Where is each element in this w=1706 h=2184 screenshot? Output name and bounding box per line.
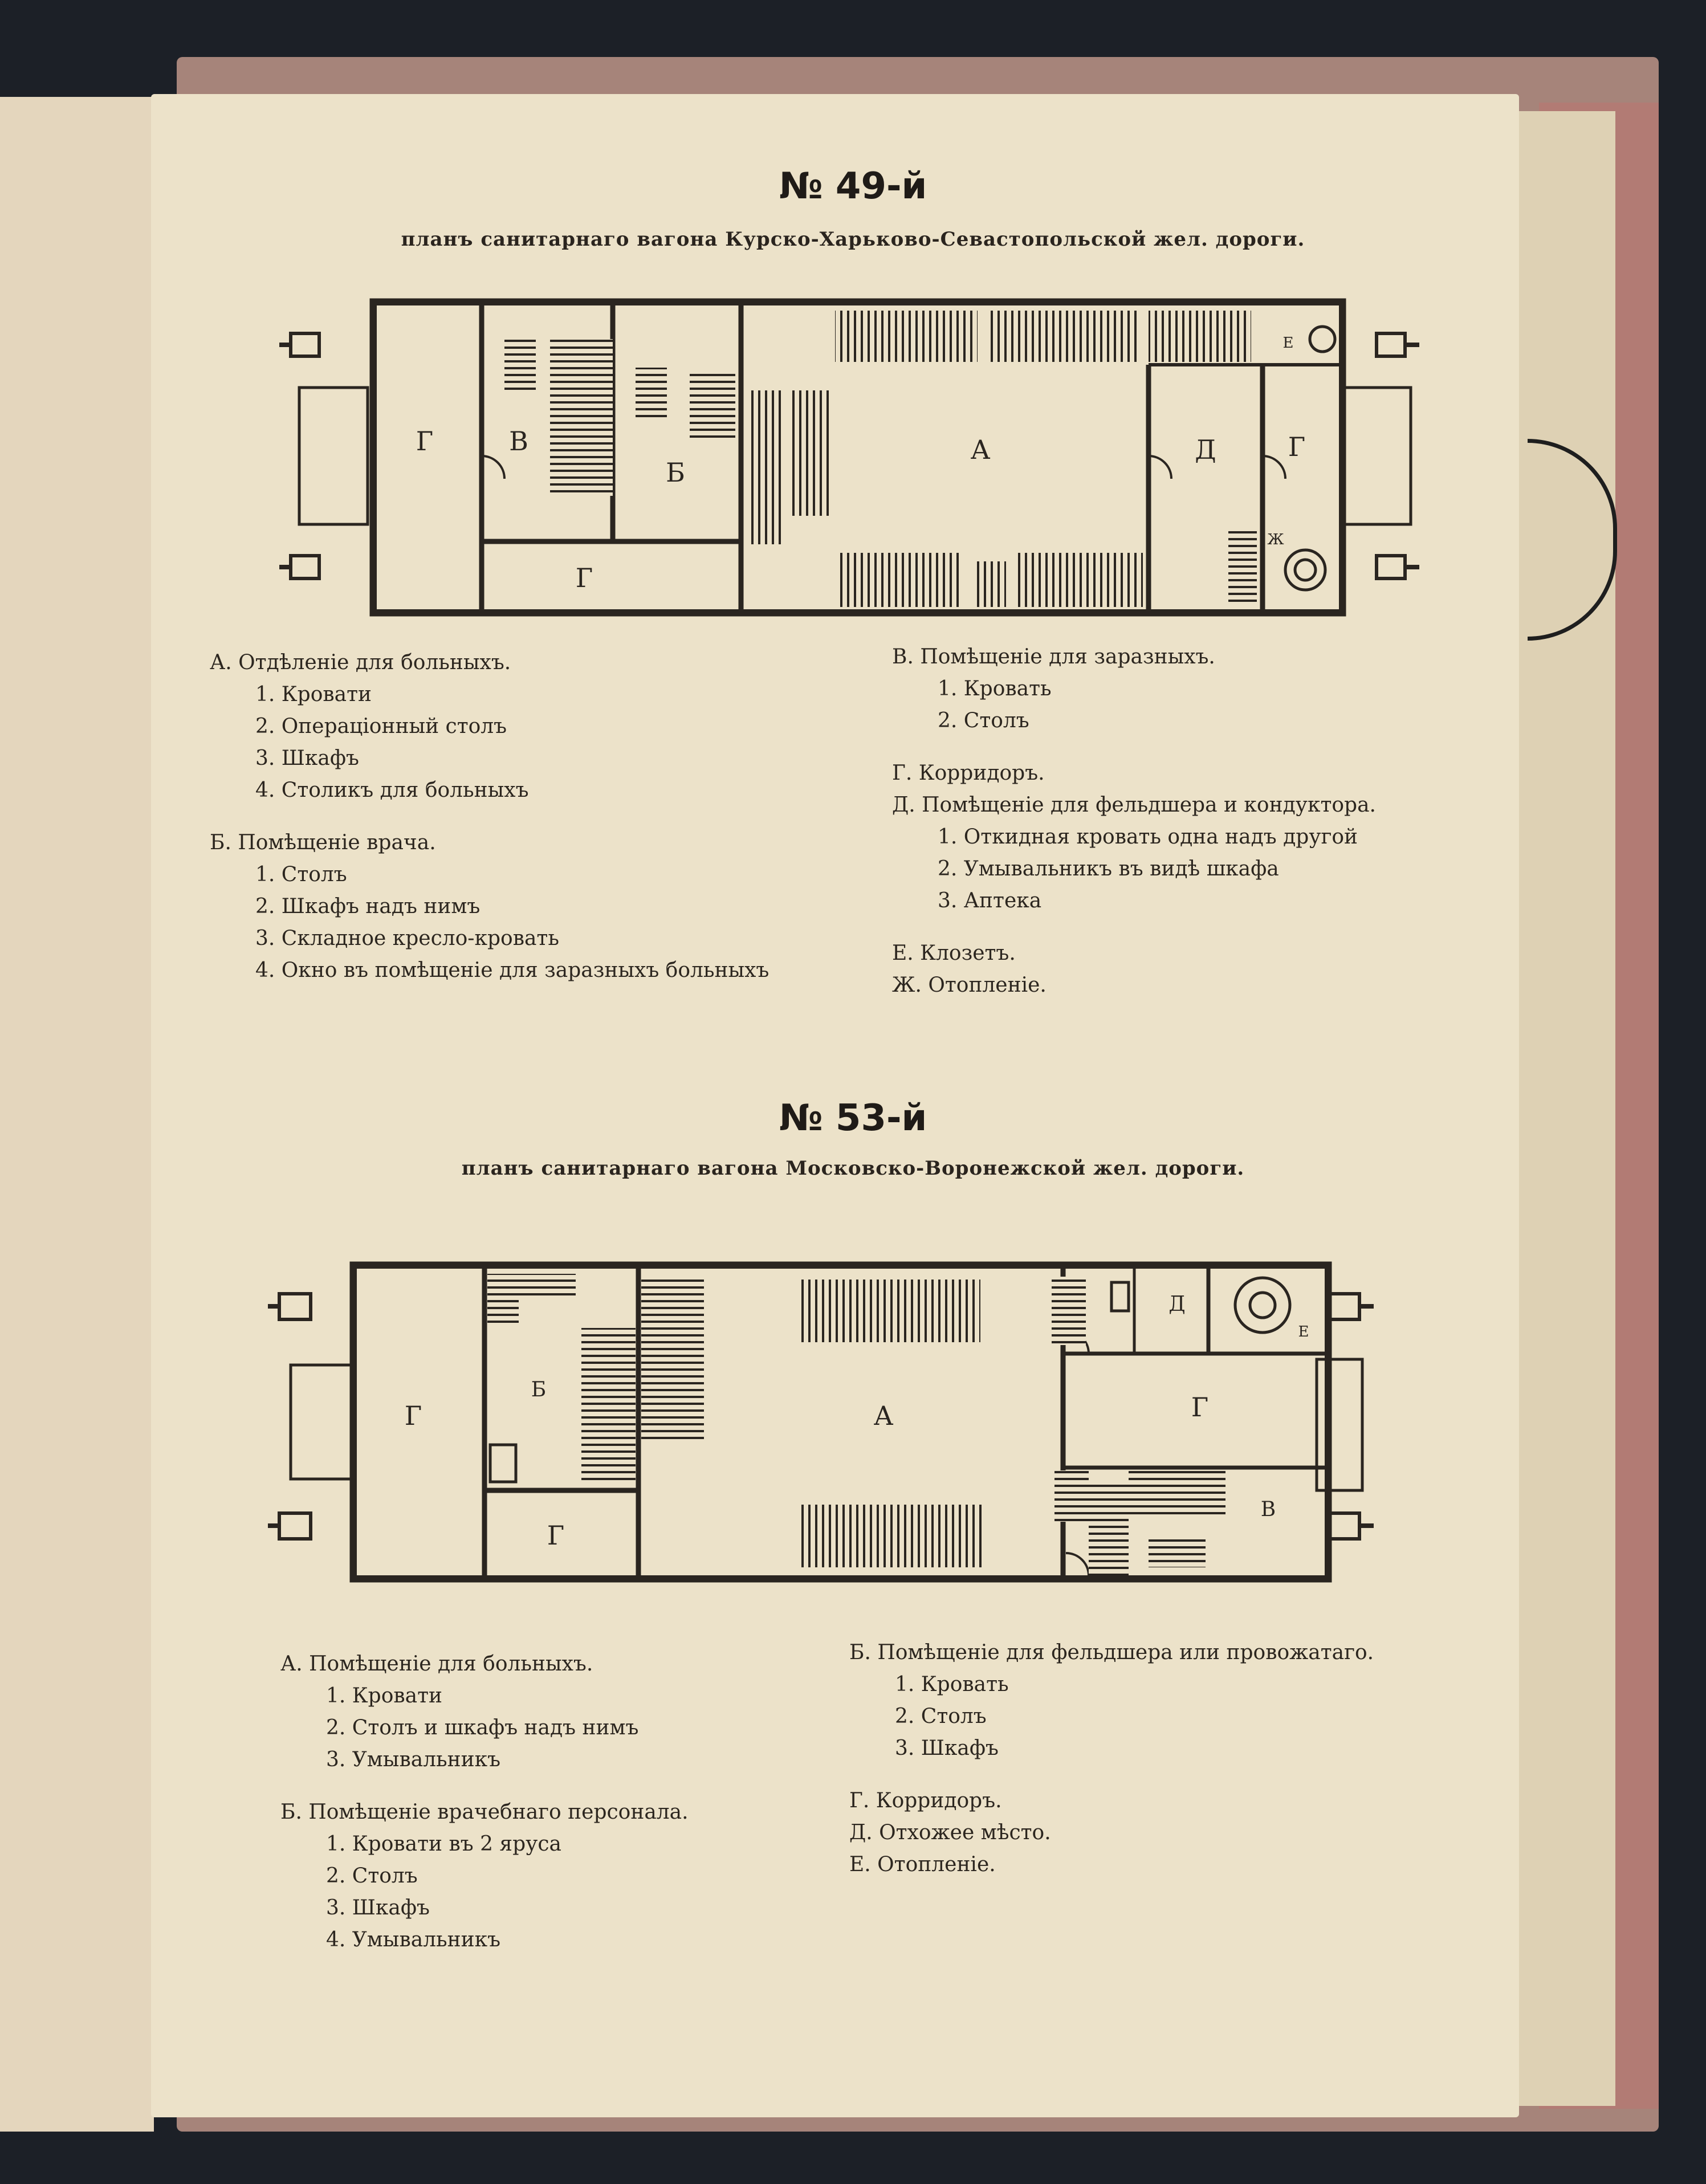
plan49-room-label: В: [509, 426, 528, 457]
plan53-room-label: Е: [1298, 1323, 1309, 1340]
legend-line: 1. Кровати: [326, 1684, 443, 1708]
plan53-heading: № 53-й: [779, 1097, 927, 1139]
plan49-room-label: Е: [1282, 335, 1294, 352]
legend-line: 2. Шкафъ надъ нимъ: [255, 895, 481, 918]
legend-line: [210, 806, 769, 827]
legend-line: 2. Столъ и шкафъ надъ нимъ: [326, 1716, 639, 1739]
plan49-subtitle: планъ санитарнаго вагона Курско-Харьково-Севастопольской жел. дороги.: [401, 228, 1305, 251]
plan49-room-label: Б: [666, 457, 685, 488]
legend-line: 1. Кровать: [895, 1673, 1009, 1696]
plan53-room-label: А: [873, 1400, 894, 1431]
legend-line: 4. Столикъ для больныхъ: [255, 779, 529, 802]
plan53-subtitle: планъ санитарнаго вагона Московско-Воронежской жел. дороги.: [461, 1157, 1245, 1180]
legend-line: 2. Столъ: [938, 709, 1029, 732]
plan53-room-label: Д: [1168, 1293, 1186, 1316]
legend-line: [849, 1765, 1374, 1785]
legend-line: 4. Умывальникъ: [326, 1928, 501, 1951]
legend-line: В. Помѣщеніе для заразныхъ.: [892, 645, 1215, 669]
legend-line: 1. Кровать: [938, 677, 1052, 700]
legend-line: 1. Кровати: [255, 683, 372, 706]
legend-line: 3. Шкафъ: [326, 1896, 430, 1920]
legend-line: Д. Отхожее мѣсто.: [849, 1821, 1051, 1844]
legend-line: 1. Кровати въ 2 яруса: [326, 1832, 561, 1856]
plan53-room-label: Б: [531, 1378, 547, 1401]
legend-line: А. Отдѣленіе для больныхъ.: [210, 651, 511, 674]
legend-line: [280, 1776, 689, 1796]
plan53-legend-left: [280, 1648, 689, 1956]
plan49-room-label: Г: [416, 426, 434, 457]
legend-line: 4. Окно въ помѣщеніе для заразныхъ больныхъ: [255, 959, 769, 982]
legend-line: Б. Помѣщеніе врачебнаго персонала.: [280, 1800, 689, 1824]
legend-line: Г. Корридоръ.: [849, 1789, 1002, 1812]
legend-line: Ж. Отопленіе.: [892, 973, 1047, 997]
legend-line: 2. Умывальникъ въ видѣ шкафа: [938, 857, 1279, 881]
plan49-room-label: Г: [575, 563, 593, 593]
plan53-room-label: Г: [547, 1520, 565, 1551]
plan53-room-label: Г: [404, 1400, 422, 1431]
plan53-room-label: В: [1260, 1498, 1276, 1521]
legend-line: 3. Шкафъ: [895, 1737, 999, 1760]
plan53-room-label: Г: [1191, 1392, 1209, 1423]
legend-line: Д. Помѣщеніе для фельдшера и кондуктора.: [892, 793, 1376, 817]
legend-line: Г. Корридоръ.: [892, 761, 1045, 785]
plan49-heading: № 49-й: [779, 165, 927, 207]
legend-line: 3. Шкафъ: [255, 747, 359, 770]
legend-line: 1. Откидная кровать одна надъ другой: [938, 825, 1358, 849]
legend-line: Б. Помѣщеніе врача.: [210, 831, 436, 854]
plan49-room-label: Ж: [1267, 531, 1284, 548]
legend-line: 3. Аптека: [938, 889, 1042, 912]
legend-line: Е. Клозетъ.: [892, 942, 1016, 965]
plan49-room-label: Г: [1288, 431, 1306, 462]
plan53-legend-right: [849, 1637, 1374, 1881]
legend-line: 3. Складное кресло-кровать: [255, 927, 559, 950]
plan49-legend-right: [892, 641, 1376, 1001]
legend-line: 1. Столъ: [255, 863, 347, 886]
legend-line: 3. Умывальникъ: [326, 1748, 501, 1771]
legend-line: 2. Столъ: [326, 1864, 418, 1888]
legend-line: [892, 917, 1376, 938]
plan49-room-label: А: [970, 434, 991, 465]
legend-line: [892, 737, 1376, 757]
plan49-room-label: Д: [1195, 434, 1216, 465]
legend-line: 2. Столъ: [895, 1705, 987, 1728]
legend-line: Б. Помѣщеніе для фельдшера или провожатаго.: [849, 1641, 1374, 1664]
legend-line: Е. Отопленіе.: [849, 1853, 996, 1876]
plan49-drawing: [279, 285, 1431, 638]
legend-line: А. Помѣщеніе для больныхъ.: [280, 1652, 593, 1676]
plan53-drawing: [268, 1245, 1419, 1599]
plan49-legend-left: [210, 647, 769, 987]
legend-line: 2. Операціонный столъ: [255, 715, 507, 738]
